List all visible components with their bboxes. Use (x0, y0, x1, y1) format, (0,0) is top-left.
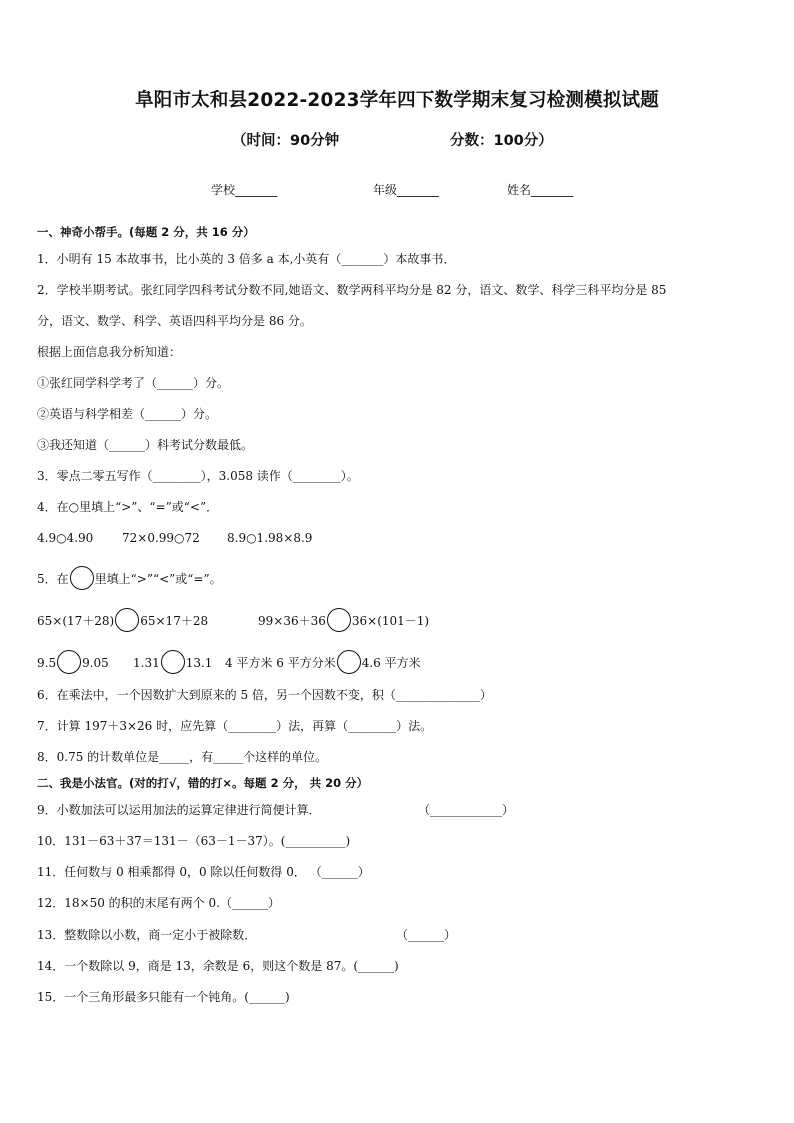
compare-circle-input[interactable] (337, 650, 361, 674)
q5-r2b-right: 13.1 (185, 656, 213, 670)
question-4-item-3: 8.9○1.98×8.9 (227, 531, 313, 545)
question-4-item-2: 72×0.99○72 (122, 531, 200, 545)
grade-field[interactable]: 年级_______ (373, 183, 440, 197)
q5-r2a-left: 9.5 (37, 656, 57, 670)
q5-r2b-left: 1.31 (133, 656, 160, 670)
question-4-item-1: 4.9○4.90 (37, 531, 94, 545)
question-2-line-1: 2．学校半期考试。张红同学四科考试分数不同,她语文、数学两科平均分是 82 分，语文、数学、科学三科平均分是 85 (37, 283, 667, 297)
q5-r1a-left: 65×(17＋28) (37, 614, 115, 628)
question-5-row-2c (225, 650, 421, 674)
q5-r1b-left: 99×36＋36 (258, 614, 326, 628)
section1-heading: 一、神奇小帮手。(每题 2 分，共 16 分） (37, 225, 255, 239)
question-11: 11．任何数与 0 相乘都得 0，0 除以任何数得 0． （______） (37, 865, 370, 879)
q5-r1a-right: 65×17＋28 (140, 614, 209, 628)
question-13-answer[interactable]: （______） (396, 928, 457, 942)
compare-circle-icon (70, 566, 94, 590)
question-2-line-2: 分，语文、数学、科学、英语四科平均分是 86 分。 (37, 314, 312, 328)
question-5 (37, 566, 222, 590)
question-14: 14．一个数除以 9，商是 13，余数是 6，则这个数是 87。(______) (37, 959, 399, 973)
question-2-part-3: ③我还知道（______）科考试分数最低。 (37, 438, 254, 452)
section2-heading: 二、我是小法官。(对的打√，错的打×。每题 2 分， 共 20 分） (37, 776, 369, 790)
compare-circle-input[interactable] (327, 608, 351, 632)
question-5-row-1b (258, 608, 429, 632)
exam-title: 阜阳市太和县2022-2023学年四下数学期末复习检测模拟试题 (135, 90, 659, 111)
question-5-row-1a (37, 608, 208, 632)
question-6: 6．在乘法中，一个因数扩大到原来的 5 倍，另一个因数不变，积（______________） (37, 688, 492, 702)
question-2-part-1: ①张红同学科学考了（______）分。 (37, 376, 230, 390)
question-8: 8．0.75 的计数单位是_____，有_____个这样的单位。 (37, 750, 328, 764)
student-info-row (0, 181, 794, 201)
q5-r1b-right: 36×(101－1) (351, 614, 430, 628)
question-9: 9．小数加法可以运用加法的运算定律进行简便计算． (37, 803, 321, 817)
question-4-items (37, 531, 437, 547)
school-field[interactable]: 学校_______ (211, 183, 278, 197)
name-field[interactable]: 姓名_______ (507, 183, 574, 197)
question-1: 1．小明有 15 本故事书，比小英的 3 倍多 a 本,小英有（_______）本故事书． (37, 252, 456, 266)
compare-circle-input[interactable] (57, 650, 81, 674)
compare-circle-input[interactable] (161, 650, 185, 674)
question-5-row-2a (37, 650, 109, 674)
question-3: 3．零点二零五写作（________），3.058 读作（________）。 (37, 469, 359, 483)
question-15: 15．一个三角形最多只能有一个钝角。(______) (37, 990, 290, 1004)
exam-time: （时间：90分钟 (232, 133, 340, 149)
question-10: 10．131－63＋37＝131－（63－1－37）。(__________) (37, 834, 351, 848)
q5-r2c-left: 4 平方米 6 平方分米 (225, 656, 336, 670)
question-13: 13．整数除以小数，商一定小于被除数． (37, 928, 257, 942)
question-12: 12．18×50 的积的末尾有两个 0.（______） (37, 896, 280, 910)
compare-circle-input[interactable] (115, 608, 139, 632)
exam-score: 分数：100分） (450, 133, 553, 149)
question-2-intro: 根据上面信息我分析知道： (37, 345, 182, 359)
question-5-prefix: 5．在 (37, 572, 69, 586)
question-5-row-2b (133, 650, 212, 674)
q5-r2a-right: 9.05 (82, 656, 109, 670)
question-5-suffix: 里填上“>”“<”或“=”。 (94, 572, 222, 586)
exam-subtitle (232, 129, 572, 151)
q5-r2c-right: 4.6 平方米 (361, 656, 421, 670)
question-2-part-2: ②英语与科学相差（______）分。 (37, 407, 218, 421)
question-9-answer[interactable]: （____________） (418, 803, 515, 817)
question-7: 7．计算 197＋3×26 时，应先算（________）法，再算（________）法。 (37, 719, 433, 733)
question-4: 4．在○里填上“>”、“=”或“<”． (37, 500, 219, 514)
